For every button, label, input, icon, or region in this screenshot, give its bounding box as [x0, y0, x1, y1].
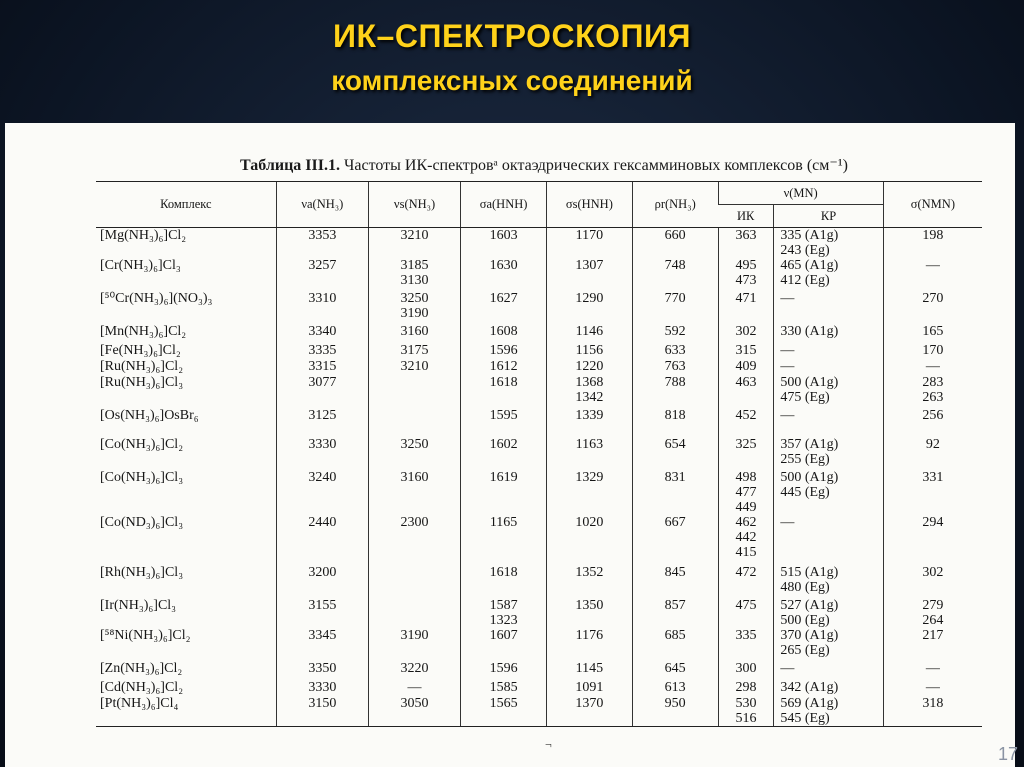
cell-va-nh3: 2440	[276, 515, 368, 565]
cell-kr: 515 (A1g) 480 (Eg)	[774, 565, 883, 598]
cell-complex: [Pt(NH₃)₆]Cl₄	[96, 696, 276, 727]
slide-title: ИК–СПЕКТРОСКОПИЯ	[333, 18, 691, 54]
cell-va-nh3: 3125	[276, 408, 368, 437]
cell-ss-hnh: 1170	[546, 228, 632, 259]
cell-vs-nh3: 3250	[368, 437, 460, 470]
cell-sa-hnh: 1602	[461, 437, 547, 470]
cell-ss-hnh: 1145	[546, 661, 632, 680]
cell-vs-nh3	[368, 375, 460, 408]
cell-complex: [⁵⁰Cr(NH₃)₆](NO₃)₃	[100, 291, 213, 306]
cell-sigma-nmn: 170	[883, 343, 982, 359]
cell-ik: 409	[718, 359, 774, 375]
cell-ss-hnh: 1091	[546, 680, 632, 696]
cell-kr: —	[774, 515, 883, 565]
header-v-mn: ν(MN)	[718, 182, 883, 205]
cell-pr-nh3: 592	[632, 324, 718, 343]
cell-sa-hnh: 1619	[461, 470, 547, 515]
cell-sigma-nmn: —	[883, 359, 982, 375]
cell-kr: 342 (A1g)	[774, 680, 883, 696]
caption-text: Частоты ИК-спектровᵃ октаэдрических гексамминовых комплексов (см⁻¹)	[339, 157, 848, 174]
cell-pr-nh3: 748	[632, 258, 718, 291]
cell-vs-nh3: 3210	[368, 359, 460, 375]
page-number: 17	[997, 744, 1018, 764]
cell-kr: 370 (A1g) 265 (Eg)	[774, 628, 883, 661]
cell-kr: —	[774, 661, 883, 680]
cell-sigma-nmn: 302	[883, 565, 982, 598]
cell-pr-nh3: 667	[632, 515, 718, 565]
cell-vs-nh3: 3185 3130	[368, 258, 460, 291]
table-row	[96, 343, 982, 359]
cell-sa-hnh: 1587 1323	[461, 598, 547, 628]
cell-sigma-nmn: —	[883, 258, 982, 291]
cell-ss-hnh: 1368 1342	[546, 375, 632, 408]
cell-ik: 475	[718, 598, 774, 628]
cell-ik: 471	[718, 291, 774, 324]
page-footmark: ¬	[545, 737, 552, 751]
cell-vs-nh3: 3160	[368, 324, 460, 343]
cell-vs-nh3: 3160	[368, 470, 460, 515]
cell-pr-nh3: 654	[632, 437, 718, 470]
cell-ik: 315	[718, 343, 774, 359]
header-complex: Комплекс	[96, 182, 276, 228]
cell-complex: [⁵⁸Ni(NH₃)₆]Cl₂	[100, 628, 191, 643]
cell-sigma-nmn: 217	[883, 628, 982, 661]
cell-pr-nh3: 770	[632, 291, 718, 324]
cell-sigma-nmn: 294	[883, 515, 982, 565]
cell-sa-hnh: 1618	[461, 375, 547, 408]
cell-sa-hnh: 1608	[461, 324, 547, 343]
cell-kr: —	[774, 359, 883, 375]
cell-ik: 300	[718, 661, 774, 680]
cell-va-nh3: 3340	[276, 324, 368, 343]
cell-sa-hnh: 1603	[461, 228, 547, 259]
table-row	[96, 359, 982, 375]
table-row	[96, 565, 982, 598]
header-vs-nh3: νs(NH₃)	[368, 182, 460, 228]
cell-kr: 527 (A1g) 500 (Eg)	[774, 598, 883, 628]
cell-kr: —	[774, 408, 883, 437]
cell-va-nh3: 3350	[276, 661, 368, 680]
cell-kr: 500 (A1g) 475 (Eg)	[774, 375, 883, 408]
cell-ss-hnh: 1370	[546, 696, 632, 727]
cell-complex: [Co(NH₃)₆]Cl₃	[100, 470, 184, 485]
cell-kr: —	[774, 291, 883, 324]
cell-ik: 302	[718, 324, 774, 343]
cell-complex: [Os(NH₃)₆]OsBr₆	[100, 408, 199, 423]
cell-va-nh3: 3155	[276, 598, 368, 628]
cell-va-nh3: 3330	[276, 437, 368, 470]
cell-sigma-nmn: 270	[883, 291, 982, 324]
cell-vs-nh3	[368, 408, 460, 437]
table-row	[96, 324, 982, 343]
cell-pr-nh3: 818	[632, 408, 718, 437]
cell-pr-nh3: 645	[632, 661, 718, 680]
cell-sa-hnh: 1165	[461, 515, 547, 565]
cell-sigma-nmn: —	[883, 661, 982, 680]
cell-vs-nh3	[368, 598, 460, 628]
cell-ik: 498 477 449	[718, 470, 774, 515]
cell-sa-hnh: 1565	[461, 696, 547, 727]
cell-pr-nh3: 788	[632, 375, 718, 408]
header-sigma-nmn: σ(NMN)	[883, 182, 982, 228]
cell-vs-nh3: 3175	[368, 343, 460, 359]
cell-sa-hnh: 1596	[461, 661, 547, 680]
table-row	[96, 515, 982, 565]
table-body	[96, 228, 982, 727]
cell-ik: 298	[718, 680, 774, 696]
cell-ss-hnh: 1307	[546, 258, 632, 291]
cell-pr-nh3: 950	[632, 696, 718, 727]
cell-ik: 452	[718, 408, 774, 437]
cell-sa-hnh: 1627	[461, 291, 547, 324]
cell-vs-nh3: 3050	[368, 696, 460, 727]
table-row	[96, 661, 982, 680]
header-pr-nh3: ρr(NH₃)	[632, 182, 718, 228]
cell-ik: 325	[718, 437, 774, 470]
cell-sigma-nmn: 318	[883, 696, 982, 727]
scanned-table-page	[5, 123, 1015, 767]
cell-ss-hnh: 1350	[546, 598, 632, 628]
table-row	[96, 628, 982, 661]
cell-va-nh3: 3077	[276, 375, 368, 408]
cell-sa-hnh: 1618	[461, 565, 547, 598]
cell-complex: [Mn(NH₃)₆]Cl₂	[100, 324, 187, 339]
cell-complex: [Co(ND₃)₆]Cl₃	[100, 515, 184, 530]
cell-va-nh3: 3315	[276, 359, 368, 375]
cell-va-nh3: 3240	[276, 470, 368, 515]
header-ss-hnh: σs(HNH)	[546, 182, 632, 228]
cell-kr: 335 (A1g) 243 (Eg)	[774, 228, 883, 259]
cell-vs-nh3: 2300	[368, 515, 460, 565]
cell-ss-hnh: 1339	[546, 408, 632, 437]
cell-kr: 569 (A1g) 545 (Eg)	[774, 696, 883, 727]
cell-va-nh3: 3200	[276, 565, 368, 598]
cell-sa-hnh: 1612	[461, 359, 547, 375]
cell-complex: [Cd(NH₃)₆]Cl₂	[100, 680, 184, 695]
cell-vs-nh3: 3210	[368, 228, 460, 259]
table-caption	[240, 155, 848, 175]
table-row	[96, 470, 982, 515]
header-va-nh3: νa(NH₃)	[276, 182, 368, 228]
cell-va-nh3: 3335	[276, 343, 368, 359]
cell-va-nh3: 3330	[276, 680, 368, 696]
cell-vs-nh3: 3190	[368, 628, 460, 661]
cell-complex: [Zn(NH₃)₆]Cl₂	[100, 661, 183, 676]
cell-kr: —	[774, 343, 883, 359]
cell-pr-nh3: 763	[632, 359, 718, 375]
cell-vs-nh3: 3250 3190	[368, 291, 460, 324]
slide-title-block	[0, 18, 1024, 97]
cell-vs-nh3	[368, 565, 460, 598]
table-row	[96, 408, 982, 437]
caption-label: Таблица III.1.	[240, 157, 340, 174]
cell-vs-nh3: 3220	[368, 661, 460, 680]
cell-kr: 500 (A1g) 445 (Eg)	[774, 470, 883, 515]
cell-pr-nh3: 845	[632, 565, 718, 598]
header-ik: ИК	[718, 205, 774, 228]
cell-complex: [Cr(NH₃)₆]Cl₃	[100, 258, 181, 273]
cell-kr: 465 (A1g) 412 (Eg)	[774, 258, 883, 291]
cell-pr-nh3: 831	[632, 470, 718, 515]
cell-complex: [Ir(NH₃)₆]Cl₃	[100, 598, 177, 613]
cell-sigma-nmn: 279 264	[883, 598, 982, 628]
slide-subtitle: комплексных соединений	[331, 65, 693, 96]
cell-pr-nh3: 633	[632, 343, 718, 359]
cell-sigma-nmn: 92	[883, 437, 982, 470]
ir-frequency-table	[96, 181, 982, 727]
cell-sigma-nmn: 256	[883, 408, 982, 437]
cell-ss-hnh: 1146	[546, 324, 632, 343]
cell-sigma-nmn: 283 263	[883, 375, 982, 408]
cell-pr-nh3: 685	[632, 628, 718, 661]
cell-ss-hnh: 1163	[546, 437, 632, 470]
cell-pr-nh3: 857	[632, 598, 718, 628]
cell-ss-hnh: 1352	[546, 565, 632, 598]
table-row	[96, 291, 982, 324]
cell-ik: 495 473	[718, 258, 774, 291]
table-row	[96, 375, 982, 408]
cell-vs-nh3: —	[368, 680, 460, 696]
cell-va-nh3: 3345	[276, 628, 368, 661]
cell-sa-hnh: 1596	[461, 343, 547, 359]
header-sa-hnh: σa(HNH)	[461, 182, 547, 228]
table-row	[96, 258, 982, 291]
table-row	[96, 696, 982, 727]
cell-ik: 363	[718, 228, 774, 259]
cell-ss-hnh: 1020	[546, 515, 632, 565]
table-row	[96, 598, 982, 628]
cell-pr-nh3: 660	[632, 228, 718, 259]
cell-kr: 357 (A1g) 255 (Eg)	[774, 437, 883, 470]
cell-ss-hnh: 1220	[546, 359, 632, 375]
cell-va-nh3: 3353	[276, 228, 368, 259]
header-kr: КР	[774, 205, 883, 228]
table-row	[96, 228, 982, 259]
cell-va-nh3: 3257	[276, 258, 368, 291]
cell-ss-hnh: 1290	[546, 291, 632, 324]
cell-sigma-nmn: —	[883, 680, 982, 696]
cell-complex: [Ru(NH₃)₆]Cl₃	[100, 375, 184, 390]
table-row	[96, 437, 982, 470]
cell-complex: [Co(NH₃)₆]Cl₂	[100, 437, 184, 452]
cell-ss-hnh: 1329	[546, 470, 632, 515]
cell-ss-hnh: 1176	[546, 628, 632, 661]
cell-ik: 462 442 415	[718, 515, 774, 565]
table-row	[96, 680, 982, 696]
cell-ik: 530 516	[718, 696, 774, 727]
cell-sa-hnh: 1585	[461, 680, 547, 696]
cell-pr-nh3: 613	[632, 680, 718, 696]
cell-kr: 330 (A1g)	[774, 324, 883, 343]
cell-sa-hnh: 1607	[461, 628, 547, 661]
cell-ss-hnh: 1156	[546, 343, 632, 359]
cell-sa-hnh: 1595	[461, 408, 547, 437]
cell-complex: [Mg(NH₃)₆]Cl₂	[100, 228, 187, 243]
cell-va-nh3: 3150	[276, 696, 368, 727]
cell-sigma-nmn: 165	[883, 324, 982, 343]
cell-ik: 472	[718, 565, 774, 598]
cell-complex: [Fe(NH₃)₆]Cl₂	[100, 343, 181, 358]
cell-ik: 335	[718, 628, 774, 661]
cell-va-nh3: 3310	[276, 291, 368, 324]
cell-ik: 463	[718, 375, 774, 408]
cell-sa-hnh: 1630	[461, 258, 547, 291]
cell-complex: [Rh(NH₃)₆]Cl₃	[100, 565, 184, 580]
cell-sigma-nmn: 198	[883, 228, 982, 259]
cell-complex: [Ru(NH₃)₆]Cl₂	[100, 359, 184, 374]
cell-sigma-nmn: 331	[883, 470, 982, 515]
